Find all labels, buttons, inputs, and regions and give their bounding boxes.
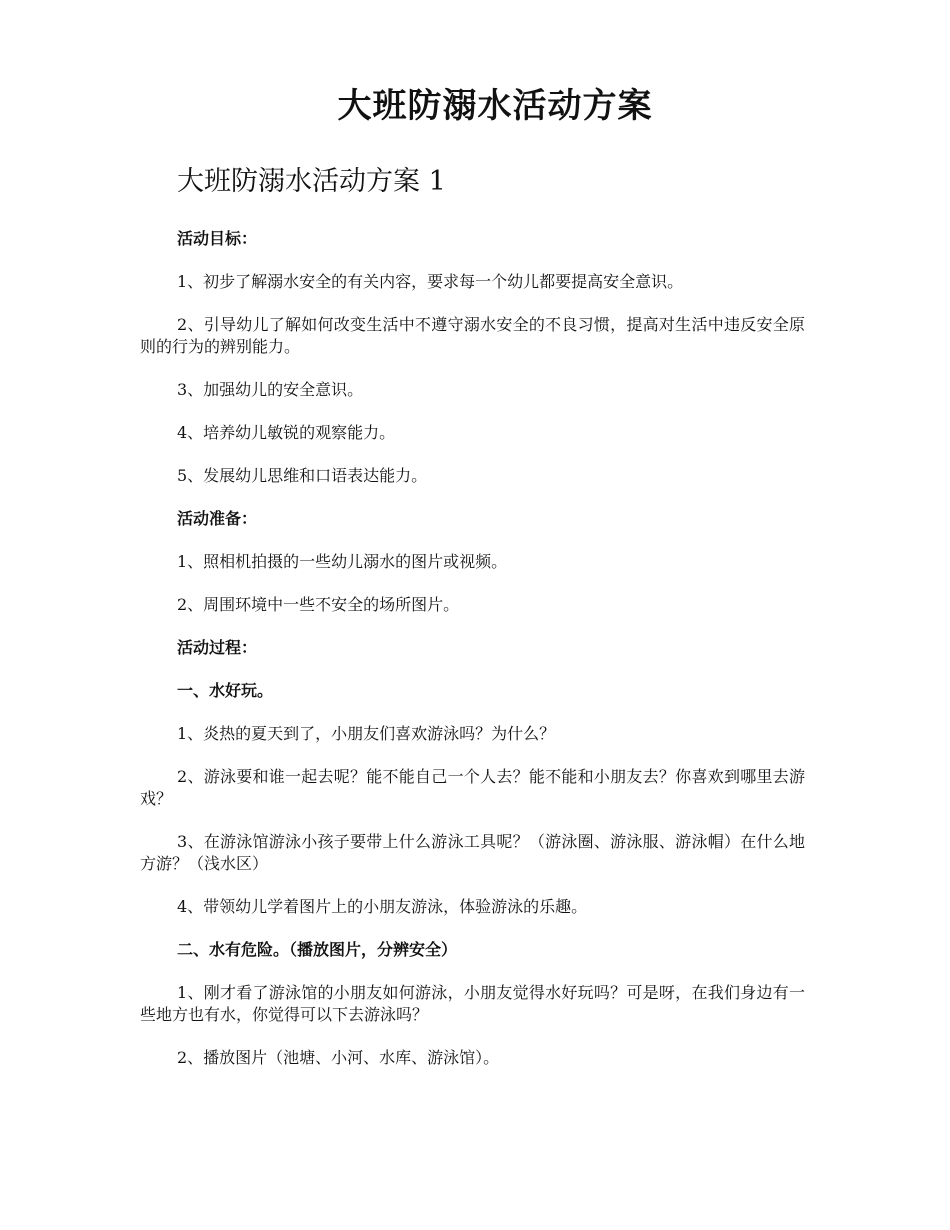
goal-item-2: 2、引导幼儿了解如何改变生活中不遵守溺水安全的不良习惯，提高对生活中违反安全原则的行为的辨别能力。 [140,315,805,356]
section-title: 大班防溺水活动方案 1 [177,166,446,197]
preparation-item-1: 1、照相机拍摄的一些幼儿溺水的图片或视频。 [177,552,508,571]
preparation-item-2: 2、周围环境中一些不安全的场所图片。 [177,595,460,614]
goal-item-1: 1、初步了解溺水安全的有关内容，要求每一个幼儿都要提高安全意识。 [177,272,684,291]
process-item-2-2: 2、播放图片（池塘、小河、水库、游泳馆）。 [177,1048,500,1067]
subheading-water-is-dangerous: 二、水有危险。（播放图片，分辨安全） [177,940,458,959]
document-title: 大班防溺水活动方案 [337,86,653,126]
heading-activity-goals: 活动目标： [177,229,258,248]
process-item-1-1: 1、炎热的夏天到了，小朋友们喜欢游泳吗？为什么？ [177,724,556,743]
document-body [140,228,805,1090]
goal-item-4: 4、培养幼儿敏锐的观察能力。 [177,423,396,442]
heading-activity-preparation: 活动准备： [177,509,258,528]
goal-item-3: 3、加强幼儿的安全意识。 [177,380,364,399]
process-item-1-4: 4、带领幼儿学着图片上的小朋友游泳，体验游泳的乐趣。 [177,897,588,916]
goal-item-5: 5、发展幼儿思维和口语表达能力。 [177,466,428,485]
subheading-water-is-fun: 一、水好玩。 [177,681,274,700]
process-item-2-1: 1、刚才看了游泳馆的小朋友如何游泳，小朋友觉得水好玩吗？可是呀，在我们身边有一些地方也有水，你觉得可以下去游泳吗？ [140,983,805,1024]
process-item-1-3: 3、在游泳馆游泳小孩子要带上什么游泳工具呢？（游泳圈、游泳服、游泳帽）在什么地方游？（浅水区） [140,832,805,873]
process-item-1-2: 2、游泳要和谁一起去呢？能不能自己一个人去？能不能和小朋友去？你喜欢到哪里去游戏？ [140,767,805,808]
heading-activity-process: 活动过程： [177,638,258,657]
